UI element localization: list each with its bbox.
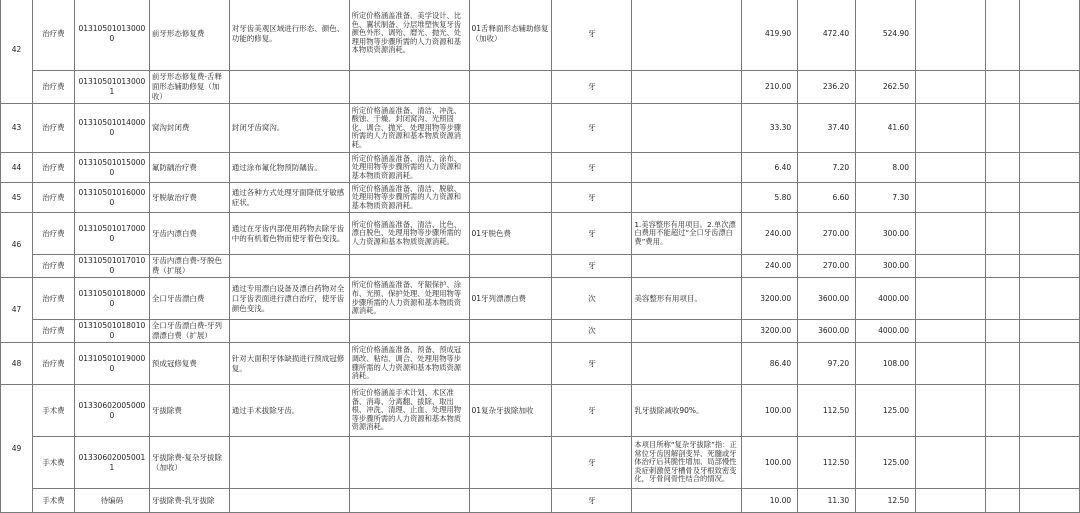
value-content-cell[interactable] [349,255,469,278]
value-content-cell[interactable]: 所定价格涵盖手术计划、术区准备、消毒、分离翻、拔除、取出根、冲洗、清理、止血、处理用物等步骤所需的人力资源和基本物质资源消耗。 [349,385,469,437]
value-content-cell[interactable] [349,320,469,343]
category-cell[interactable]: 治疗费 [32,255,74,278]
empty-cell[interactable] [1019,104,1079,153]
item-name-cell[interactable]: 牙拔除费 [149,385,229,437]
price-cell[interactable]: 419.90 [742,0,798,71]
price-cell[interactable]: 6.60 [798,183,856,213]
category-cell[interactable]: 治疗费 [32,153,74,183]
price-cell[interactable]: 300.00 [856,255,916,278]
price-cell[interactable]: 270.00 [798,213,856,255]
item-name-cell[interactable]: 牙脱敏治疗费 [149,183,229,213]
empty-cell[interactable] [986,104,1020,153]
connotation-cell[interactable]: 通过各种方式处理牙面降低牙敏感症状。 [229,183,349,213]
category-cell[interactable]: 治疗费 [32,71,74,104]
addon-cell[interactable]: 01牙脱色费 [469,213,552,255]
empty-cell[interactable] [916,320,986,343]
empty-cell[interactable] [986,489,1020,513]
price-cell[interactable]: 7.20 [798,153,856,183]
table-row [1,278,1080,320]
note-cell[interactable] [632,71,742,104]
connotation-cell[interactable]: 针对大面积牙体缺损进行预成冠修复。 [229,343,349,385]
code-cell[interactable]: 013105010140000 [74,104,149,153]
item-name-cell[interactable]: 窝沟封闭费 [149,104,229,153]
price-cell[interactable]: 7.30 [856,183,916,213]
serial-cell[interactable]: 49 [1,385,33,513]
empty-cell[interactable] [916,255,986,278]
note-cell[interactable]: 1.美容整形有用项目。2.单次漂白费用不能超过“全口牙齿漂白费”费用。 [632,213,742,255]
price-cell[interactable]: 240.00 [742,255,798,278]
price-cell[interactable]: 524.90 [856,0,916,71]
price-cell[interactable]: 41.60 [856,104,916,153]
code-cell[interactable]: 013105010160000 [74,183,149,213]
empty-cell[interactable] [986,71,1020,104]
connotation-cell[interactable]: 通过涂布氟化物预防龋齿。 [229,153,349,183]
item-name-cell[interactable]: 牙齿内漂白费 [149,213,229,255]
price-cell[interactable]: 3600.00 [798,278,856,320]
price-cell[interactable]: 3200.00 [742,320,798,343]
code-cell[interactable]: 013105010170000 [74,213,149,255]
empty-cell[interactable] [1019,71,1079,104]
connotation-cell[interactable] [229,71,349,104]
empty-cell[interactable] [986,437,1020,489]
value-content-cell[interactable]: 所定价格涵盖准备、清洁、涂布、处理用物等步骤所需的人力资源和基本物质资源消耗。 [349,153,469,183]
category-cell[interactable]: 治疗费 [32,278,74,320]
serial-cell[interactable]: 46 [1,213,33,278]
serial-cell[interactable]: 42 [1,0,33,104]
price-cell[interactable]: 12.50 [856,489,916,513]
item-name-cell[interactable]: 牙拔除费-复杂牙拔除（加收） [149,437,229,489]
table-row [1,255,1080,278]
unit-cell[interactable]: 牙 [552,153,632,183]
addon-cell[interactable]: 01牙列漂漂白费 [469,278,552,320]
category-cell[interactable]: 治疗费 [32,0,74,71]
code-cell[interactable]: 013306020050011 [74,437,149,489]
empty-cell[interactable] [986,153,1020,183]
value-content-cell[interactable]: 所定价格涵盖准备、预备、预成冠调改、粘结、调合、处理用物等步骤所需的人力资源和基本物质资源消耗。 [349,343,469,385]
connotation-cell[interactable]: 对牙齿美观区域进行形态、颜色、功能的修复。 [229,0,349,71]
unit-cell[interactable]: 牙 [552,213,632,255]
code-cell[interactable]: 013105010130001 [74,71,149,104]
note-cell[interactable] [632,153,742,183]
empty-cell[interactable] [916,153,986,183]
price-cell[interactable]: 472.40 [798,0,856,71]
empty-cell[interactable] [986,385,1020,437]
empty-cell[interactable] [1019,343,1079,385]
category-cell[interactable]: 治疗费 [32,343,74,385]
empty-cell[interactable] [986,0,1020,71]
empty-cell[interactable] [916,343,986,385]
empty-cell[interactable] [916,278,986,320]
unit-cell[interactable]: 次 [552,278,632,320]
price-cell[interactable]: 33.30 [742,104,798,153]
serial-cell[interactable]: 43 [1,104,33,153]
note-cell[interactable] [632,183,742,213]
price-cell[interactable]: 125.00 [856,437,916,489]
empty-cell[interactable] [1019,437,1079,489]
item-name-cell[interactable]: 预成冠修复费 [149,343,229,385]
addon-cell[interactable] [469,183,552,213]
addon-cell[interactable] [469,489,552,513]
table-row [1,153,1080,183]
table-row [1,437,1080,489]
unit-cell[interactable]: 牙 [552,489,632,513]
connotation-cell[interactable]: 通过手术拔除牙齿。 [229,385,349,437]
category-cell[interactable]: 手术费 [32,489,74,513]
price-cell[interactable]: 86.40 [742,343,798,385]
price-cell[interactable]: 262.50 [856,71,916,104]
empty-cell[interactable] [1019,213,1079,255]
price-cell[interactable]: 270.00 [798,255,856,278]
unit-cell[interactable]: 牙 [552,385,632,437]
unit-cell[interactable]: 牙 [552,343,632,385]
item-name-cell[interactable]: 全口牙齿漂白费-牙列漂漂白费（扩展） [149,320,229,343]
item-name-cell[interactable]: 前牙形态修复费 [149,0,229,71]
code-cell[interactable]: 013105010180000 [74,278,149,320]
note-cell[interactable]: 乳牙拔除减收90%。 [632,385,742,437]
category-cell[interactable]: 治疗费 [32,183,74,213]
code-cell[interactable]: 013306020050000 [74,385,149,437]
empty-cell[interactable] [916,489,986,513]
code-cell[interactable]: 013105010190000 [74,343,149,385]
empty-cell[interactable] [1019,183,1079,213]
value-content-cell[interactable] [349,489,469,513]
item-name-cell[interactable]: 全口牙齿漂白费 [149,278,229,320]
serial-cell[interactable]: 47 [1,278,33,343]
unit-cell[interactable]: 牙 [552,104,632,153]
empty-cell[interactable] [916,183,986,213]
item-name-cell[interactable]: 氟防龋治疗费 [149,153,229,183]
code-cell[interactable]: 013105010170100 [74,255,149,278]
category-cell[interactable]: 治疗费 [32,213,74,255]
addon-cell[interactable] [469,343,552,385]
unit-cell[interactable]: 牙 [552,255,632,278]
addon-cell[interactable] [469,437,552,489]
empty-cell[interactable] [1019,320,1079,343]
connotation-cell[interactable] [229,437,349,489]
connotation-cell[interactable]: 封闭牙齿窝沟。 [229,104,349,153]
empty-cell[interactable] [986,213,1020,255]
note-cell[interactable] [632,104,742,153]
table-row [1,489,1080,513]
table-row [1,71,1080,104]
unit-cell[interactable]: 牙 [552,0,632,71]
empty-cell[interactable] [916,0,986,71]
serial-cell[interactable]: 44 [1,153,33,183]
empty-cell[interactable] [1019,489,1079,513]
connotation-cell[interactable]: 通过专用漂白设备及漂白药物对全口牙齿表面进行漂白治疗，使牙齿颜色变浅。 [229,278,349,320]
table-row [1,343,1080,385]
price-cell[interactable]: 5.80 [742,183,798,213]
empty-cell[interactable] [1019,255,1079,278]
empty-cell[interactable] [986,343,1020,385]
category-cell[interactable]: 手术费 [32,385,74,437]
unit-cell[interactable]: 牙 [552,71,632,104]
addon-cell[interactable] [469,104,552,153]
price-cell[interactable]: 112.50 [798,385,856,437]
price-cell[interactable]: 6.40 [742,153,798,183]
empty-cell[interactable] [1019,278,1079,320]
item-name-cell[interactable]: 牙拔除费-乳牙拔除 [149,489,229,513]
addon-cell[interactable] [469,255,552,278]
serial-cell[interactable]: 48 [1,343,33,385]
table-row [1,213,1080,255]
empty-cell[interactable] [1019,0,1079,71]
price-cell[interactable]: 210.00 [742,71,798,104]
code-cell[interactable]: 待编码 [74,489,149,513]
addon-cell[interactable] [469,320,552,343]
code-cell[interactable]: 013105010180100 [74,320,149,343]
connotation-cell[interactable] [229,255,349,278]
price-cell[interactable]: 125.00 [856,385,916,437]
price-cell[interactable]: 108.00 [856,343,916,385]
connotation-cell[interactable]: 通过在牙齿内部使用药物去除牙齿中的有机着色物而使牙着色变浅。 [229,213,349,255]
connotation-cell[interactable] [229,489,349,513]
price-cell[interactable]: 97.20 [798,343,856,385]
price-cell[interactable]: 100.00 [742,385,798,437]
empty-cell[interactable] [916,71,986,104]
price-cell[interactable]: 8.00 [856,153,916,183]
table-row [1,183,1080,213]
value-content-cell[interactable] [349,71,469,104]
price-cell[interactable]: 11.30 [798,489,856,513]
note-cell[interactable]: 美容整形有用项目。 [632,278,742,320]
empty-cell[interactable] [916,104,986,153]
code-cell[interactable]: 013105010150000 [74,153,149,183]
price-cell[interactable]: 4000.00 [856,278,916,320]
value-content-cell[interactable]: 所定价格涵盖准备、美学设计、比色、翼状制备、分层堆塑恢复牙齿颜色外形、调殆、磨光、抛光、处理用物等步骤所需的人力资源和基本物质资源消耗。 [349,0,469,71]
unit-cell[interactable]: 牙 [552,437,632,489]
price-cell[interactable]: 240.00 [742,213,798,255]
category-cell[interactable]: 治疗费 [32,104,74,153]
empty-cell[interactable] [916,385,986,437]
empty-cell[interactable] [986,278,1020,320]
value-content-cell[interactable]: 所定价格涵盖准备、清洁、比色、漂白脱色、处理用物等步骤所需的人力资源和基本物质资源消耗。 [349,213,469,255]
note-cell[interactable]: 本项目所称“复杂牙拔除”指：正常位牙齿因解剖变异、死髓或牙体治疗后其脆性增加、局部慢性炎症刺激使牙槽骨及牙根致密变化，牙骨间骨性结合的情况。 [632,437,742,489]
value-content-cell[interactable]: 所定价格涵盖准备、清洁、冲洗、酸蚀、干燥、封闭窝沟、光照固化、调合、抛光、处理用物等步骤所需的人力资源和基本物质资源消耗。 [349,104,469,153]
addon-cell[interactable] [469,153,552,183]
addon-cell[interactable]: 01舌释面形态辅助修复（加收） [469,0,552,71]
empty-cell[interactable] [1019,385,1079,437]
category-cell[interactable]: 手术费 [32,437,74,489]
note-cell[interactable] [632,320,742,343]
price-cell[interactable]: 300.00 [856,213,916,255]
empty-cell[interactable] [986,320,1020,343]
item-name-cell[interactable]: 牙齿内漂白费-牙脱色费（扩展） [149,255,229,278]
empty-cell[interactable] [986,255,1020,278]
empty-cell[interactable] [1019,153,1079,183]
unit-cell[interactable]: 牙 [552,183,632,213]
table-row [1,0,1080,71]
price-cell[interactable]: 3600.00 [798,320,856,343]
table-row [1,320,1080,343]
table-row [1,385,1080,437]
price-cell[interactable]: 10.00 [742,489,798,513]
price-cell[interactable]: 112.50 [798,437,856,489]
value-content-cell[interactable] [349,437,469,489]
price-cell[interactable]: 4000.00 [856,320,916,343]
price-cell[interactable]: 236.20 [798,71,856,104]
addon-cell[interactable] [469,71,552,104]
note-cell[interactable] [632,255,742,278]
item-name-cell[interactable]: 前牙形态修复费-舌释面形态辅助修复（加收） [149,71,229,104]
category-cell[interactable]: 治疗费 [32,320,74,343]
note-cell[interactable] [632,0,742,71]
connotation-cell[interactable] [229,320,349,343]
addon-cell[interactable]: 01复杂牙拔除加收 [469,385,552,437]
value-content-cell[interactable]: 所定价格涵盖准备、牙龈保护、涂布、光照、保护处理、处理用物等步骤所需的人力资源和基本物质资源消耗。 [349,278,469,320]
empty-cell[interactable] [916,213,986,255]
table-row [1,104,1080,153]
empty-cell[interactable] [986,183,1020,213]
code-cell[interactable]: 013105010130000 [74,0,149,71]
price-cell[interactable]: 100.00 [742,437,798,489]
value-content-cell[interactable]: 所定价格涵盖准备、清洁、脱敏、处理用物等步骤所需的人力资源和基本物质资源消耗。 [349,183,469,213]
note-cell[interactable] [632,343,742,385]
empty-cell[interactable] [916,437,986,489]
price-cell[interactable]: 3200.00 [742,278,798,320]
serial-cell[interactable]: 45 [1,183,33,213]
note-cell[interactable] [632,489,742,513]
unit-cell[interactable]: 次 [552,320,632,343]
price-cell[interactable]: 37.40 [798,104,856,153]
